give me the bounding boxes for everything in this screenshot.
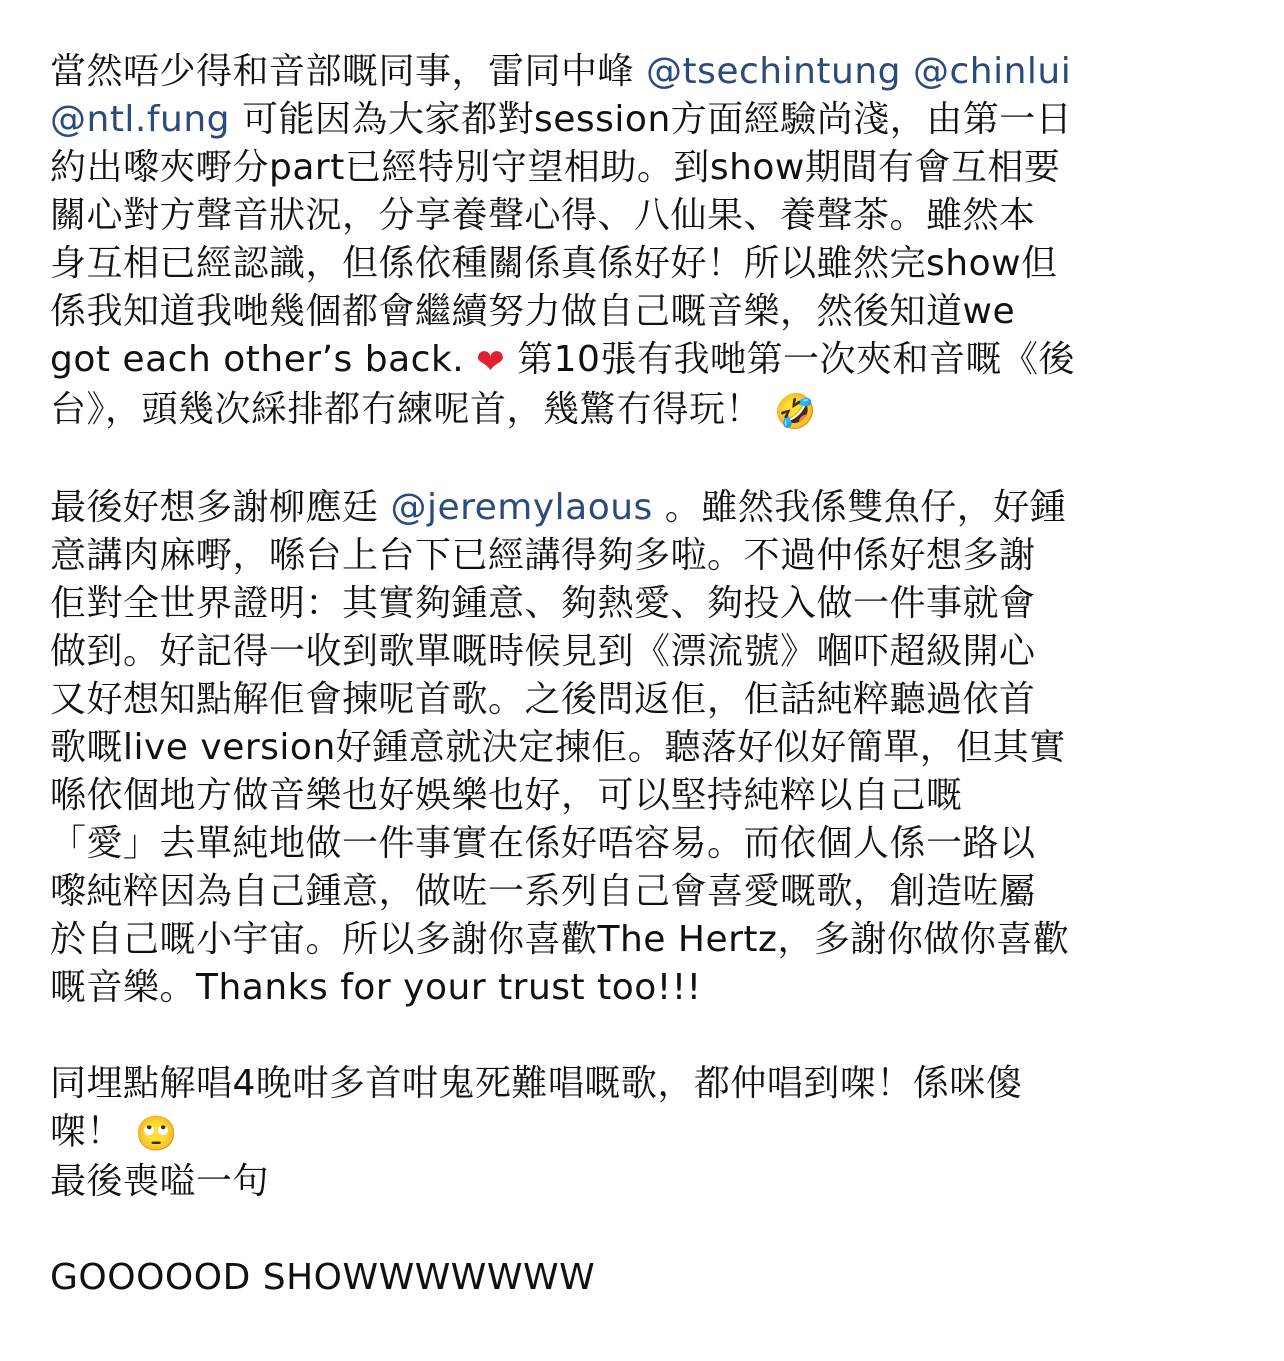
caption-paragraph-4 <box>50 1254 1240 1302</box>
mention-link-tsechintung[interactable]: @tsechintung <box>645 51 902 92</box>
caption-text: 當然唔少得和音部嘅同事，雷同中峰 <box>50 51 635 92</box>
caption-line <box>50 48 1240 96</box>
caption-line: 係我知道我哋幾個都會繼續努力做自己嘅音樂，然後知道we <box>50 291 1016 332</box>
caption-line: 關心對方聲音狀況，分享養聲心得、八仙果、養聲茶。雖然本 <box>50 195 1036 236</box>
mention-link-ntl-fung[interactable]: @ntl.fung <box>50 99 231 140</box>
caption-paragraph-2 <box>50 484 1240 1012</box>
caption-line <box>50 386 1240 436</box>
caption-line: 嚟純粹因為自己鍾意，做咗一系列自己會喜愛嘅歌，創造咗屬 <box>50 871 1036 912</box>
caption-line: 身互相已經認識，但係依種關係真係好好！所以雖然完show但 <box>50 243 1058 284</box>
caption-line: 同埋點解唱4晚咁多首咁鬼死難唱嘅歌，都仲唱到㗎！係咪傻 <box>50 1063 1023 1104</box>
face-with-rolling-eyes-emoji-icon: 🙄 <box>134 1114 178 1154</box>
mention-link-chinlui[interactable]: @chinlui <box>912 51 1072 92</box>
caption-text: 台》，頭幾次綵排都冇練呢首，幾驚冇得玩！ <box>50 389 763 430</box>
caption-line: 於自己嘅小宇宙。所以多謝你喜歡The Hertz，多謝你做你喜歡 <box>50 919 1070 960</box>
caption-text: 最後好想多謝柳應廷 <box>50 487 379 528</box>
caption-line: 佢對全世界證明：其實夠鍾意、夠熱愛、夠投入做一件事就會 <box>50 583 1036 624</box>
red-heart-emoji-icon: ❤ <box>476 342 506 382</box>
caption-line: 約出嚟夾嘢分part已經特別守望相助。到show期間有會互相要 <box>50 147 1061 188</box>
caption-line: 嘅音樂。Thanks for your trust too!!! <box>50 967 702 1008</box>
rolling-on-floor-laughing-emoji-icon: 🤣 <box>773 392 817 432</box>
caption-line: 又好想知點解佢會揀呢首歌。之後問返佢，佢話純粹聽過依首 <box>50 679 1036 720</box>
caption-line <box>50 1108 1240 1158</box>
caption-paragraph-1 <box>50 48 1240 436</box>
mention-link-jeremylaous[interactable]: @jeremylaous <box>390 487 653 528</box>
caption-text: 第10張有我哋第一次夾和音嘅《後 <box>517 339 1075 380</box>
caption-text: 可能因為大家都對session方面經驗尚淺，由第一日 <box>242 99 1073 140</box>
caption-line <box>50 484 1240 532</box>
post-caption <box>50 48 1240 1350</box>
caption-line: 意講肉麻嘢，喺台上台下已經講得夠多啦。不過仲係好想多謝 <box>50 535 1036 576</box>
caption-line: GOOOOOD SHOWWWWWWW <box>50 1257 596 1298</box>
caption-text: 。雖然我係雙魚仔，好鍾 <box>664 487 1067 528</box>
caption-paragraph-3 <box>50 1060 1240 1206</box>
caption-line <box>50 336 1240 386</box>
caption-line: 「愛」去單純地做一件事實在係好唔容易。而依個人係一路以 <box>50 823 1036 864</box>
caption-line <box>50 96 1240 144</box>
caption-text: 㗎！ <box>50 1111 124 1152</box>
caption-line: 做到。好記得一收到歌單嘅時候見到《漂流號》嗰吓超級開心 <box>50 631 1036 672</box>
caption-line: 最後喪嗌一句 <box>50 1161 270 1202</box>
caption-line: 歌嘅live version好鍾意就決定揀佢。聽落好似好簡單，但其實 <box>50 727 1066 768</box>
caption-text: got each other’s back. <box>50 339 465 380</box>
caption-line: 喺依個地方做音樂也好娛樂也好，可以堅持純粹以自己嘅 <box>50 775 963 816</box>
